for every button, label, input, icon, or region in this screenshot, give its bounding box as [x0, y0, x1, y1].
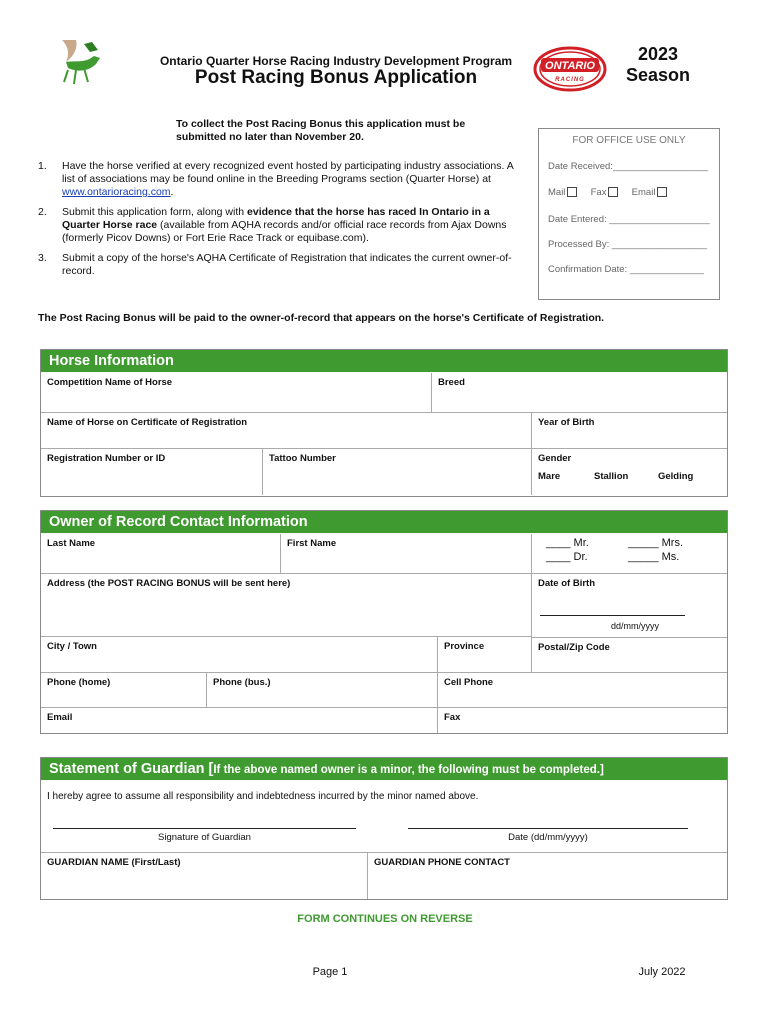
field-label: Phone (home): [47, 677, 111, 688]
office-header: FOR OFFICE USE ONLY: [572, 135, 686, 146]
date-of-birth-field[interactable]: [532, 574, 727, 637]
season: [620, 44, 696, 86]
address-field[interactable]: [41, 574, 532, 637]
step-text: (available from AQHA records and/or official race records from Ajax Downs (formerly Picov Downs) or Fort Erie Race Track or equibase.com).: [62, 219, 507, 244]
field-label: City / Town: [47, 641, 97, 652]
field-label: First Name: [287, 538, 337, 549]
season-label: Season: [625, 65, 691, 85]
receipt-method: [548, 187, 714, 198]
field-label: Tattoo Number: [269, 453, 336, 464]
date-received: Date Received:__________________: [548, 161, 709, 172]
bonus-note: The Post Racing Bonus will be paid to the owner-of-record that appears on the horse's Certificate of Registration.: [38, 312, 605, 324]
guardian-section: [40, 757, 728, 900]
svg-text:RACING: RACING: [555, 77, 585, 83]
guardian-statement: I hereby agree to assume all responsibility and indebtedness incurred by the minor named above.: [47, 791, 479, 802]
section-title: Horse Information: [41, 350, 727, 372]
phone-business-field[interactable]: [207, 673, 438, 708]
gender-field: [532, 449, 727, 495]
field-label: Name of Horse on Certificate of Registration: [47, 417, 248, 428]
signature-caption: Signature of Guardian: [158, 832, 251, 843]
owner-contact-section: [40, 510, 728, 734]
step-3: [38, 252, 528, 278]
mail-label: Mail: [548, 187, 566, 198]
confirmation-date: Confirmation Date: ______________: [548, 264, 704, 275]
tattoo-number-field[interactable]: [263, 449, 532, 495]
ontario-racing-link[interactable]: www.ontarioracing.com: [62, 186, 171, 198]
gender-mare[interactable]: Mare: [538, 471, 561, 482]
step-text: Submit a copy of the horse's AQHA Certificate of Registration that indicates the current owner-of-record.: [62, 252, 512, 277]
field-label: Province: [444, 641, 485, 652]
title-dr[interactable]: ____ Dr.: [546, 551, 588, 563]
step-text: Submit this application form, along with: [62, 206, 248, 218]
intro-text: To collect the Post Racing Bonus this application must be submitted no later than November 20.: [176, 118, 466, 143]
instruction-steps: [38, 160, 528, 285]
page-number: Page 1: [312, 966, 348, 978]
svg-text:ONTARIO: ONTARIO: [545, 60, 595, 72]
guardian-name-field[interactable]: [41, 852, 368, 899]
field-label: GUARDIAN NAME (First/Last): [47, 857, 181, 868]
gender-gelding[interactable]: Gelding: [658, 471, 694, 482]
office-use-box: [538, 128, 720, 300]
field-label: Year of Birth: [538, 417, 595, 428]
section-title: Owner of Record Contact Information: [41, 511, 727, 533]
title-options: [532, 534, 727, 574]
step-text: .: [170, 186, 174, 198]
field-label: Last Name: [47, 538, 96, 549]
field-label: Email: [47, 712, 73, 723]
guardian-title: Statement of Guardian [: [49, 761, 214, 777]
province-field[interactable]: [438, 637, 532, 673]
competition-name-field[interactable]: [41, 373, 432, 413]
fax-label: Fax: [590, 187, 607, 198]
signature-line[interactable]: [53, 828, 356, 829]
field-label: Fax: [444, 712, 461, 723]
fax-checkbox[interactable]: [608, 187, 618, 197]
step-2: [38, 206, 528, 245]
year-of-birth-field[interactable]: [532, 413, 727, 449]
guardian-phone-field[interactable]: [368, 852, 727, 899]
step-number: 1.: [38, 160, 47, 172]
city-field[interactable]: [41, 637, 438, 673]
date-caption: Date (dd/mm/yyyy): [508, 832, 588, 843]
horse-logo-icon: [54, 36, 106, 88]
step-number: 3.: [38, 252, 47, 264]
dob-line: [540, 615, 685, 616]
field-label: Postal/Zip Code: [538, 642, 610, 653]
email-field[interactable]: [41, 708, 438, 733]
field-label: Address (the POST RACING BONUS will be sent here): [47, 578, 291, 589]
mail-checkbox[interactable]: [567, 187, 577, 197]
section-title: [41, 758, 727, 780]
field-label: Breed: [438, 377, 465, 388]
horse-information-section: [40, 349, 728, 497]
email-checkbox[interactable]: [657, 187, 667, 197]
step-number: 2.: [38, 206, 47, 218]
step-text-bold: evidence that the horse has raced In Ontario in a Quarter Horse race: [62, 206, 490, 231]
guardian-title-note: If the above named owner is a minor, the following must be completed.]: [213, 764, 604, 776]
field-label: Competition Name of Horse: [47, 377, 173, 388]
certificate-name-field[interactable]: [41, 413, 532, 449]
field-label: GUARDIAN PHONE CONTACT: [374, 857, 510, 868]
page-title: Post Racing Bonus Application: [194, 67, 478, 88]
phone-home-field[interactable]: [41, 673, 207, 708]
date-line[interactable]: [408, 828, 688, 829]
title-mrs[interactable]: _____ Mrs.: [628, 537, 684, 549]
ontario-racing-logo: [533, 46, 607, 92]
season-year: 2023: [637, 44, 679, 64]
fax-field[interactable]: [438, 708, 727, 733]
field-label: Date of Birth: [538, 578, 595, 589]
processed-by: Processed By: __________________: [548, 239, 707, 250]
step-1: [38, 160, 528, 199]
gender-stallion[interactable]: Stallion: [594, 471, 629, 482]
field-label: Registration Number or ID: [47, 453, 166, 464]
form-date: July 2022: [638, 966, 686, 978]
title-mr[interactable]: ____ Mr.: [546, 537, 589, 549]
date-entered: Date Entered: ___________________: [548, 214, 710, 225]
step-text: Have the horse verified at every recognized event hosted by participating industry associations. A list of associations may be found online in the Breeding Programs section (Quarter Horse) at: [62, 160, 514, 185]
field-label: Phone (bus.): [213, 677, 271, 688]
first-name-field[interactable]: [281, 534, 532, 574]
title-ms[interactable]: _____ Ms.: [628, 551, 680, 563]
program-name: Ontario Quarter Horse Racing Industry Development Program: [159, 54, 513, 68]
email-label: Email: [631, 187, 656, 198]
cell-phone-field[interactable]: [438, 673, 727, 708]
field-label: Gender: [538, 453, 572, 464]
registration-number-field[interactable]: [41, 449, 263, 495]
dob-format: dd/mm/yyyy: [610, 621, 659, 631]
last-name-field[interactable]: [41, 534, 281, 574]
postal-code-field[interactable]: [532, 637, 727, 673]
field-label: Cell Phone: [444, 677, 494, 688]
breed-field[interactable]: [432, 373, 727, 413]
form-continues: FORM CONTINUES ON REVERSE: [297, 913, 473, 925]
